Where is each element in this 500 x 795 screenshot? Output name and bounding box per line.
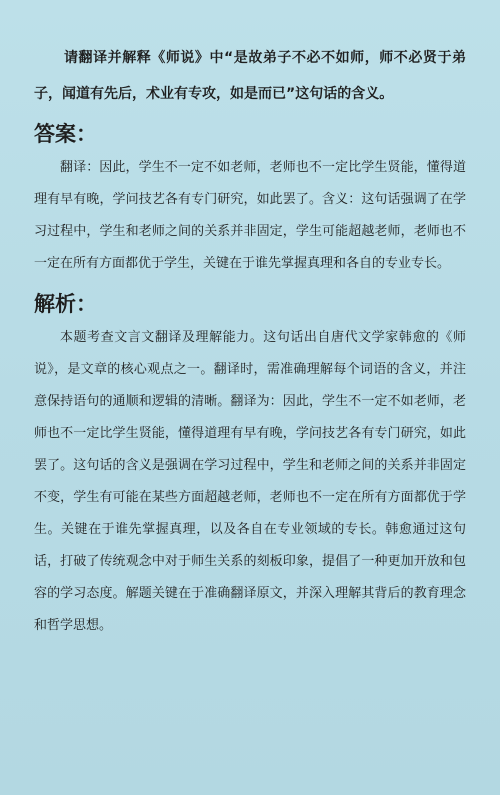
answer-text: 翻译：因此，学生不一定不如老师，老师也不一定比学生贤能，懂得道理有早有晚，学问技艺各有专门研究，如此罢了。含义：这句话强调了在学习过程中，学生和老师之间的关系并非固定，学生可能超越老师，老师也不一定在所有方面都优于学生，关键在于谁先掌握真理和各自的专业专长。 <box>34 160 466 271</box>
answer-heading: 答案： <box>34 122 97 146</box>
question-text: 请翻译并解释《师说》中“是故弟子不必不如师，师不必贤于弟子，闻道有先后，术业有专攻，如是而已”这句话的含义。 <box>34 50 466 102</box>
analysis-text: 本题考查文言文翻译及理解能力。这句话出自唐代文学家韩愈的《师说》，是文章的核心观点之一。翻译时，需准确理解每个词语的含义，并注意保持语句的通顺和逻辑的清晰。翻译为：因此，学生不一定不如老师，老师也不一定比学生贤能，懂得道理有早有晚，学问技艺各有专门研究，如此罢了。这句话的含义是强调在学习过程中，学生和老师之间的关系并非固定不变，学生有可能在某些方面超越老师，老师也不一定在所有方面都优于学生。关键在于谁先掌握真理，以及各自在专业领域的专长。韩愈通过这句话，打破了传统观念中对于师生关系的刻板印象，提倡了一种更加开放和包容的学习态度。解题关键在于准确翻译原文，并深入理解其背后的教育理念和哲学思想。 <box>34 330 466 633</box>
analysis-heading: 解析： <box>34 292 97 316</box>
